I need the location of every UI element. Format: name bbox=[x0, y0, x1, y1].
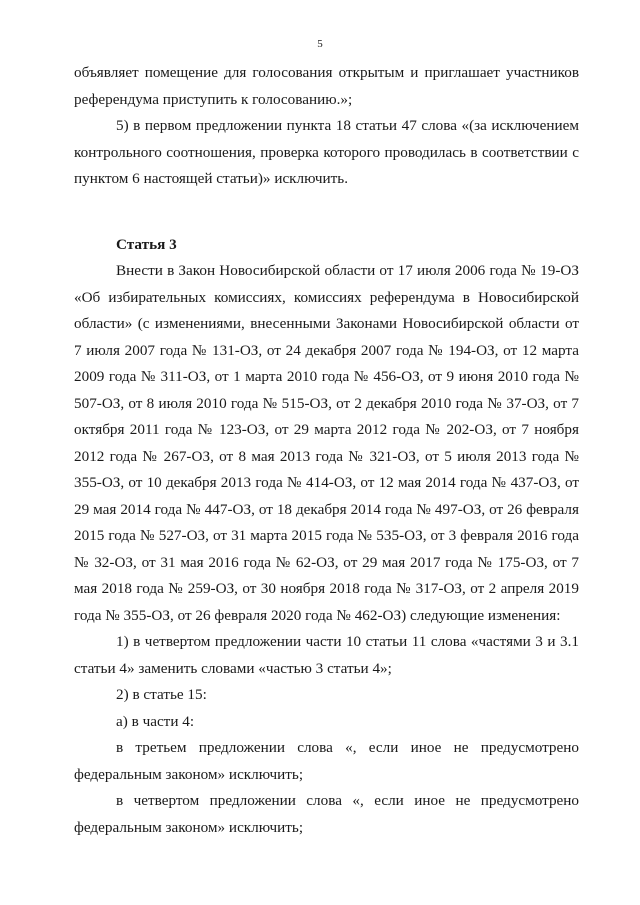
paragraph-item-2: 2) в статье 15: bbox=[116, 686, 207, 703]
article-heading: Статья 3 bbox=[116, 235, 177, 253]
page-number: 5 bbox=[317, 38, 323, 50]
paragraph-subitem-a: а) в части 4: bbox=[116, 712, 195, 730]
document-body bbox=[74, 60, 579, 841]
paragraph-item-1: 1) в четвертом предложении части 10 статьи 11 слова «частями 3 и 3.1 статьи 4» заменить словами «частью 3 статьи 4»; bbox=[74, 633, 579, 677]
paragraph-third-sentence: в третьем предложении слова «, если иное не предусмотрено федеральным законом» исключить; bbox=[74, 739, 579, 783]
paragraph-fourth-sentence: в четвертом предложении слова «, если иное не предусмотрено федеральным законом» исключить; bbox=[74, 792, 579, 836]
paragraph-item-5: 5) в первом предложении пункта 18 статьи 47 слова «(за исключением контрольного соотношения, проверка которого проводилась в соответствии с пунктом 6 настоящей статьи)» исключить. bbox=[74, 117, 579, 187]
paragraph-continuation: объявляет помещение для голосования открытым и приглашает участников референдума приступить к голосованию.»; bbox=[74, 64, 579, 108]
paragraph-article-intro: Внести в Закон Новосибирской области от 17 июля 2006 года № 19-ОЗ «Об избирательных комиссиях, комиссиях референдума в Новосибирской области» (с изменениями, внесенными Законами Новосибирской области от 7 июля 2007 года № 131-ОЗ, от 24 декабря 2007 года № 194-ОЗ, от 12 марта 2009 года № 311-ОЗ, от 1 марта 2010 года № 456-ОЗ, от 9 июня 2010 года № 507-ОЗ, от 8 июля 2010 года № 515-ОЗ, от 2 декабря 2010 года № 37-ОЗ, от 7 октября 2011 года № 123-ОЗ, от 29 марта 2012 года № 202-ОЗ, от 7 ноября 2012 года № 267-ОЗ, от 8 мая 2013 года № 321-ОЗ, от 5 июля 2013 года № 355-ОЗ, от 10 декабря 2013 года № 414-ОЗ, от 12 мая 2014 года № 437-ОЗ, от 29 мая 2014 года № 447-ОЗ, от 18 декабря 2014 года № 497-ОЗ, от 26 февраля 2015 года № 527-ОЗ, от 31 марта 2015 года № 535-ОЗ, от 3 февраля 2016 года № 32-ОЗ, от 31 мая 2016 года № 62-ОЗ, от 29 мая 2017 года № 175-ОЗ, от 7 мая 2018 года № 259-ОЗ, от 30 ноября 2018 года № 317-ОЗ, от 2 апреля 2019 года № 355-ОЗ, от 26 февраля 2020 года № 462-ОЗ) следующие изменения: bbox=[74, 262, 579, 624]
spacer bbox=[74, 193, 579, 205]
